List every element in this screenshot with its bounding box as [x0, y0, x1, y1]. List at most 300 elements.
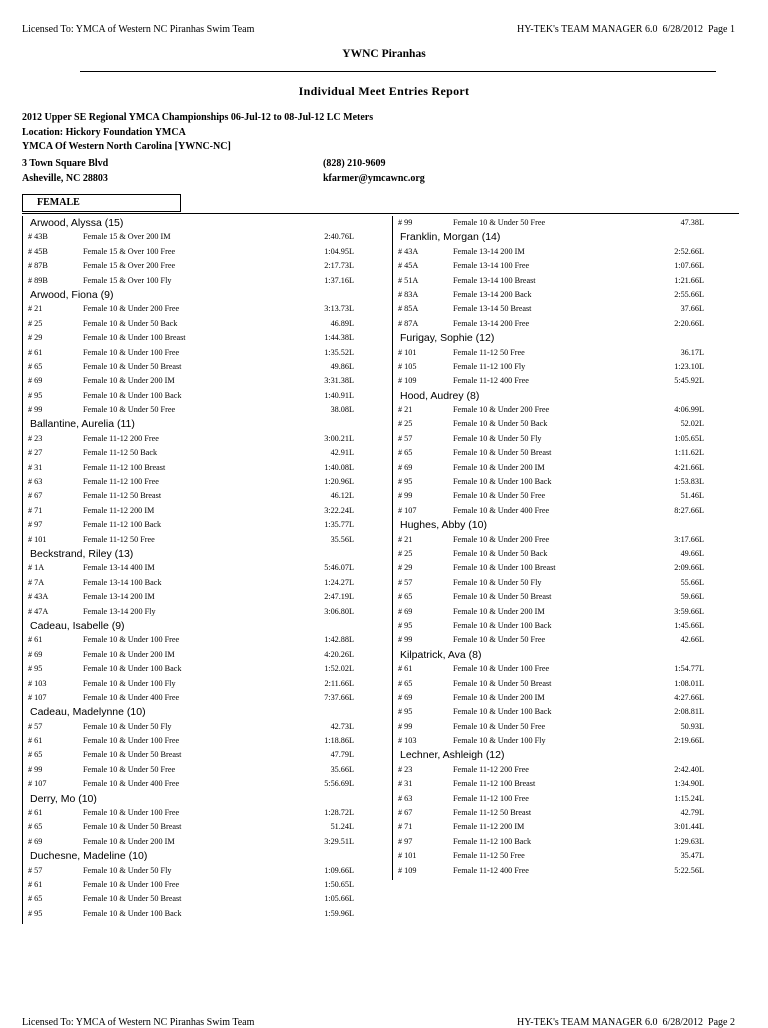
event-row: [392, 561, 742, 575]
event-row: [22, 432, 378, 446]
event-row: [22, 820, 378, 834]
event-row: [22, 389, 378, 403]
event-row: [392, 734, 742, 748]
entry-time: 42.91L: [330, 448, 354, 458]
event-description: Female 10 & Under 50 Fly: [83, 865, 172, 875]
event-description: Female 11-12 50 Free: [83, 534, 155, 544]
entry-time: 42.66L: [680, 635, 704, 645]
event-number: # 87A: [398, 318, 419, 328]
entry-time: 1:24.27L: [324, 577, 354, 587]
event-row: [392, 274, 742, 288]
footer-software-info: [517, 1017, 735, 1028]
event-number: # 69: [28, 649, 43, 659]
entry-time: 1:45.66L: [674, 620, 704, 630]
event-description: Female 10 & Under 100 Back: [453, 477, 552, 487]
footer-page: Page 2: [708, 1017, 735, 1028]
entry-time: 1:34.90L: [674, 779, 704, 789]
event-number: # 21: [398, 405, 413, 415]
event-number: # 43A: [28, 592, 49, 602]
event-number: # 99: [398, 635, 413, 645]
event-description: Female 13-14 200 Fly: [83, 606, 156, 616]
event-row: [392, 475, 742, 489]
event-description: Female 10 & Under 400 Free: [83, 779, 180, 789]
header-date: 6/28/2012: [662, 24, 704, 35]
event-number: # 23: [398, 764, 413, 774]
event-row: [22, 691, 378, 705]
event-row: [22, 777, 378, 791]
entry-time: 1:09.66L: [324, 865, 354, 875]
entry-time: 46.12L: [330, 491, 354, 501]
entry-time: 1:28.72L: [324, 808, 354, 818]
event-description: Female 10 & Under 200 Free: [83, 304, 180, 314]
event-number: # 63: [398, 793, 413, 803]
event-row: [22, 648, 378, 662]
entry-time: 5:56.69L: [324, 779, 354, 789]
event-number: # 31: [28, 462, 43, 472]
event-number: # 61: [28, 347, 43, 357]
entry-time: 2:19.66L: [674, 736, 704, 746]
event-number: # 61: [28, 808, 43, 818]
event-row: [392, 504, 742, 518]
event-description: Female 10 & Under 50 Free: [453, 721, 546, 731]
meet-title: 2012 Upper SE Regional YMCA Championships 06-Jul-12 to 08-Jul-12 LC Meters: [22, 112, 374, 123]
event-description: Female 10 & Under 200 Free: [453, 534, 550, 544]
entry-time: 3:06.80L: [324, 606, 354, 616]
entry-time: 1:15.24L: [674, 793, 704, 803]
event-row: [22, 302, 378, 316]
event-number: # 57: [398, 433, 413, 443]
event-number: # 61: [28, 635, 43, 645]
event-row: [22, 461, 378, 475]
footer-license: Licensed To: YMCA of Western NC Piranhas Swim Team: [22, 1017, 255, 1028]
event-number: # 65: [398, 448, 413, 458]
event-row: [22, 374, 378, 388]
entry-time: 1:40.08L: [324, 462, 354, 472]
event-number: # 67: [398, 808, 413, 818]
event-description: Female 11-12 50 Free: [453, 851, 525, 861]
event-number: # 21: [398, 534, 413, 544]
event-number: # 97: [398, 836, 413, 846]
event-description: Female 10 & Under 100 Back: [83, 664, 182, 674]
event-number: # 67: [28, 491, 43, 501]
event-number: # 101: [28, 534, 47, 544]
event-description: Female 10 & Under 100 Back: [453, 707, 552, 717]
event-row: [392, 317, 742, 331]
event-row: [392, 446, 742, 460]
event-row: [22, 907, 378, 921]
event-row: [392, 374, 742, 388]
event-description: Female 10 & Under 50 Breast: [453, 592, 552, 602]
entry-time: 35.56L: [330, 534, 354, 544]
entry-time: 4:06.99L: [674, 405, 704, 415]
swimmer-name: Arwood, Fiona (9): [30, 288, 114, 301]
event-description: Female 11-12 50 Free: [453, 347, 525, 357]
event-row: [392, 216, 742, 230]
entry-time: 50.93L: [680, 721, 704, 731]
event-row: [392, 806, 742, 820]
event-row: [392, 633, 742, 647]
event-number: # 103: [28, 678, 47, 688]
entry-time: 1:08.01L: [674, 678, 704, 688]
entry-time: 3:29.51L: [324, 836, 354, 846]
event-row: [392, 288, 742, 302]
entry-time: 1:35.77L: [324, 520, 354, 530]
event-number: # 1A: [28, 563, 45, 573]
event-description: Female 10 & Under 400 Free: [453, 505, 550, 515]
team-name: YWNC Piranhas: [342, 48, 426, 60]
event-row: [22, 489, 378, 503]
event-description: Female 13-14 50 Breast: [453, 304, 532, 314]
event-number: # 99: [398, 721, 413, 731]
event-description: Female 10 & Under 100 Free: [453, 664, 550, 674]
event-row: [22, 806, 378, 820]
event-number: # 27: [28, 448, 43, 458]
event-row: [392, 619, 742, 633]
event-number: # 71: [28, 505, 43, 515]
event-number: # 43B: [28, 232, 48, 242]
event-description: Female 15 & Over 100 Free: [83, 246, 176, 256]
event-description: Female 11-12 100 Back: [453, 836, 532, 846]
event-row: [392, 763, 742, 777]
event-row: [22, 346, 378, 360]
event-number: # 65: [28, 894, 43, 904]
event-row: [22, 331, 378, 345]
event-description: Female 11-12 50 Breast: [83, 491, 162, 501]
event-row: [392, 489, 742, 503]
entry-time: 1:11.62L: [674, 448, 704, 458]
event-description: Female 10 & Under 200 IM: [83, 836, 175, 846]
event-description: Female 10 & Under 100 Breast: [83, 333, 186, 343]
event-number: # 29: [28, 333, 43, 343]
event-description: Female 10 & Under 50 Fly: [453, 433, 542, 443]
entry-time: 2:08.81L: [674, 707, 704, 717]
event-description: Female 11-12 100 Free: [453, 793, 529, 803]
entry-time: 1:42.88L: [324, 635, 354, 645]
event-description: Female 11-12 50 Back: [83, 448, 158, 458]
event-row: [22, 633, 378, 647]
event-description: Female 10 & Under 50 Fly: [83, 721, 172, 731]
event-number: # 21: [28, 304, 43, 314]
event-number: # 97: [28, 520, 43, 530]
entry-time: 38.08L: [330, 405, 354, 415]
event-description: Female 13-14 200 Back: [453, 289, 532, 299]
entry-time: 3:17.66L: [674, 534, 704, 544]
meet-organization: YMCA Of Western North Carolina [YWNC-NC]: [22, 141, 231, 152]
swimmer-name: Hood, Audrey (8): [400, 389, 480, 402]
event-number: # 29: [398, 563, 413, 573]
event-number: # 95: [28, 908, 43, 918]
event-number: # 99: [398, 218, 413, 227]
event-row: [392, 605, 742, 619]
event-row: [392, 417, 742, 431]
entry-time: 2:17.73L: [324, 261, 354, 271]
event-row: [392, 245, 742, 259]
event-description: Female 11-12 100 Breast: [453, 779, 536, 789]
swimmer-name: Cadeau, Isabelle (9): [30, 619, 125, 632]
entry-time: 1:23.10L: [674, 361, 704, 371]
section-rule: [22, 213, 739, 214]
event-row: [22, 720, 378, 734]
event-number: # 89B: [28, 275, 48, 285]
entry-time: 1:59.96L: [324, 908, 354, 918]
entry-time: 42.73L: [330, 721, 354, 731]
event-row: [392, 432, 742, 446]
event-row: [392, 849, 742, 863]
event-number: # 99: [28, 405, 43, 415]
event-row: [392, 820, 742, 834]
swimmer-name: Ballantine, Aurelia (11): [30, 418, 135, 431]
address-city: Asheville, NC 28803: [22, 173, 108, 184]
event-row: [392, 360, 742, 374]
event-description: Female 10 & Under 100 Back: [83, 390, 182, 400]
entry-time: 4:27.66L: [674, 692, 704, 702]
event-row: [22, 259, 378, 273]
entry-time: 4:20.26L: [324, 649, 354, 659]
event-row: [392, 346, 742, 360]
event-description: Female 10 & Under 50 Back: [453, 419, 548, 429]
swimmer-name: Arwood, Alyssa (15): [30, 217, 124, 229]
event-description: Female 15 & Over 200 IM: [83, 232, 171, 242]
event-number: # 25: [398, 548, 413, 558]
event-row: [22, 317, 378, 331]
address-email: kfarmer@ymcawnc.org: [323, 173, 425, 184]
entry-time: 49.66L: [680, 548, 704, 558]
event-description: Female 10 & Under 100 Back: [83, 908, 182, 918]
event-description: Female 13-14 200 IM: [83, 592, 155, 602]
event-number: # 61: [398, 664, 413, 674]
event-description: Female 10 & Under 100 Breast: [453, 563, 556, 573]
event-number: # 103: [398, 736, 417, 746]
event-description: Female 10 & Under 50 Fly: [453, 577, 542, 587]
event-description: Female 10 & Under 200 IM: [453, 692, 545, 702]
event-number: # 109: [398, 376, 417, 386]
entry-time: 2:20.66L: [674, 318, 704, 328]
event-description: Female 10 & Under 50 Free: [83, 764, 176, 774]
event-number: # 23: [28, 433, 43, 443]
entry-time: 8:27.66L: [674, 505, 704, 515]
event-description: Female 11-12 100 Breast: [83, 462, 166, 472]
event-row: [22, 605, 378, 619]
event-description: Female 11-12 200 IM: [453, 822, 525, 832]
event-description: Female 10 & Under 200 IM: [453, 606, 545, 616]
entry-time: 47.38L: [680, 218, 704, 227]
event-description: Female 11-12 100 Fly: [453, 361, 526, 371]
event-number: # 71: [398, 822, 413, 832]
event-row: [22, 748, 378, 762]
swimmer-name: Lechner, Ashleigh (12): [400, 749, 505, 762]
event-row: [22, 504, 378, 518]
event-row: [392, 864, 742, 878]
event-description: Female 10 & Under 100 Back: [453, 620, 552, 630]
footer-software: HY-TEK's TEAM MANAGER 6.0: [516, 1017, 658, 1028]
entry-time: 7:37.66L: [324, 692, 354, 702]
entry-time: 3:59.66L: [674, 606, 704, 616]
event-number: # 63: [28, 477, 43, 487]
entry-time: 1:40.91L: [324, 390, 354, 400]
entry-time: 42.79L: [680, 808, 704, 818]
event-row: [392, 533, 742, 547]
event-number: # 25: [28, 318, 43, 328]
event-row: [22, 763, 378, 777]
event-number: # 7A: [28, 577, 45, 587]
event-number: # 107: [28, 692, 47, 702]
entry-time: 35.47L: [680, 851, 704, 861]
event-row: [22, 576, 378, 590]
event-description: Female 10 & Under 100 Free: [83, 808, 180, 818]
entry-time: 2:55.66L: [674, 289, 704, 299]
event-description: Female 10 & Under 50 Free: [453, 635, 546, 645]
event-description: Female 10 & Under 100 Free: [83, 736, 180, 746]
event-row: [392, 720, 742, 734]
entry-time: 3:22.24L: [324, 505, 354, 515]
event-number: # 107: [28, 779, 47, 789]
event-description: Female 10 & Under 200 IM: [83, 649, 175, 659]
entry-time: 2:42.40L: [674, 764, 704, 774]
entry-time: 46.89L: [330, 318, 354, 328]
header-license: Licensed To: YMCA of Western NC Piranhas Swim Team: [22, 24, 255, 35]
event-number: # 65: [398, 592, 413, 602]
event-description: Female 10 & Under 50 Breast: [453, 448, 552, 458]
event-row: [22, 475, 378, 489]
event-row: [392, 691, 742, 705]
event-number: # 109: [398, 865, 417, 875]
swimmer-name: Hughes, Abby (10): [400, 519, 487, 532]
entry-time: 2:52.66L: [674, 246, 704, 256]
event-description: Female 10 & Under 50 Breast: [453, 678, 552, 688]
entry-time: 1:07.66L: [674, 261, 704, 271]
address-phone: (828) 210-9609: [323, 158, 386, 169]
event-row: [392, 590, 742, 604]
event-number: # 57: [398, 577, 413, 587]
entry-time: 1:05.66L: [324, 894, 354, 904]
event-description: Female 13-14 400 IM: [83, 563, 155, 573]
event-description: Female 15 & Over 200 Free: [83, 261, 176, 271]
entry-time: 2:09.66L: [674, 563, 704, 573]
swimmer-name: Cadeau, Madelynne (10): [30, 706, 146, 719]
entry-time: 4:21.66L: [674, 462, 704, 472]
event-number: # 65: [398, 678, 413, 688]
event-row: [22, 662, 378, 676]
entry-time: 1:18.86L: [324, 736, 354, 746]
event-description: Female 10 & Under 50 Free: [83, 405, 176, 415]
event-number: # 85A: [398, 304, 419, 314]
event-number: # 95: [398, 477, 413, 487]
entry-time: 1:04.95L: [324, 246, 354, 256]
swimmer-name: Furigay, Sophie (12): [400, 332, 495, 345]
event-description: Female 11-12 100 Back: [83, 520, 162, 530]
entry-time: 1:44.38L: [324, 333, 354, 343]
event-row: [22, 677, 378, 691]
event-row: [392, 547, 742, 561]
event-number: # 95: [28, 664, 43, 674]
event-number: # 101: [398, 851, 417, 861]
event-row: [22, 274, 378, 288]
event-number: # 87B: [28, 261, 48, 271]
event-description: Female 11-12 200 Free: [83, 433, 159, 443]
event-description: Female 10 & Under 50 Breast: [83, 894, 182, 904]
event-number: # 99: [28, 764, 43, 774]
event-number: # 61: [28, 736, 43, 746]
event-description: Female 10 & Under 50 Breast: [83, 822, 182, 832]
event-row: [392, 792, 742, 806]
event-row: [22, 360, 378, 374]
swimmer-name: Kilpatrick, Ava (8): [400, 648, 482, 661]
event-number: # 57: [28, 865, 43, 875]
event-description: Female 11-12 50 Breast: [453, 808, 532, 818]
header-software-info: [517, 24, 735, 35]
event-row: [22, 864, 378, 878]
event-number: # 47A: [28, 606, 49, 616]
event-number: # 69: [28, 376, 43, 386]
entry-time: 1:20.96L: [324, 477, 354, 487]
event-description: Female 13-14 100 Free: [453, 261, 530, 271]
event-row: [392, 835, 742, 849]
entry-time: 55.66L: [680, 577, 704, 587]
entry-time: 59.66L: [680, 592, 704, 602]
event-row: [22, 403, 378, 417]
entry-time: 1:53.83L: [674, 477, 704, 487]
event-description: Female 10 & Under 100 Free: [83, 347, 180, 357]
event-description: Female 11-12 200 Free: [453, 764, 529, 774]
event-description: Female 10 & Under 50 Free: [453, 218, 546, 227]
event-number: # 95: [398, 707, 413, 717]
event-row: [22, 518, 378, 532]
event-row: [392, 461, 742, 475]
event-number: # 65: [28, 822, 43, 832]
event-number: # 51A: [398, 275, 419, 285]
event-number: # 25: [398, 419, 413, 429]
entry-time: 47.79L: [330, 750, 354, 760]
entry-time: 3:13.73L: [324, 304, 354, 314]
event-number: # 57: [28, 721, 43, 731]
entry-time: 1:29.63L: [674, 836, 704, 846]
entry-time: 3:31.38L: [324, 376, 354, 386]
event-row: [22, 230, 378, 244]
entry-time: 1:35.52L: [324, 347, 354, 357]
event-row: [392, 677, 742, 691]
entry-time: 3:01.44L: [674, 822, 704, 832]
meet-location: Location: Hickory Foundation YMCA: [22, 127, 186, 138]
address-street: 3 Town Square Blvd: [22, 158, 109, 169]
event-description: Female 13-14 200 Free: [453, 318, 530, 328]
event-description: Female 15 & Over 100 Fly: [83, 275, 172, 285]
event-number: # 69: [398, 462, 413, 472]
event-row: [392, 259, 742, 273]
entry-time: 2:11.66L: [324, 678, 354, 688]
swimmer-name: Franklin, Morgan (14): [400, 231, 501, 244]
event-number: # 45A: [398, 261, 419, 271]
event-description: Female 10 & Under 100 Free: [83, 635, 180, 645]
event-description: Female 10 & Under 50 Breast: [83, 361, 182, 371]
event-description: Female 13-14 100 Back: [83, 577, 162, 587]
right-entries-column: [392, 216, 742, 878]
entry-time: 5:45.92L: [674, 376, 704, 386]
entry-time: 1:52.02L: [324, 664, 354, 674]
header-page: Page 1: [708, 24, 735, 35]
entry-time: 36.17L: [680, 347, 704, 357]
entry-time: 1:21.66L: [674, 275, 704, 285]
entry-time: 1:54.77L: [674, 664, 704, 674]
event-description: Female 10 & Under 50 Breast: [83, 750, 182, 760]
header-software: HY-TEK's TEAM MANAGER 6.0: [516, 24, 658, 35]
entry-time: 5:46.07L: [324, 563, 354, 573]
entry-time: 2:47.19L: [324, 592, 354, 602]
entry-time: 51.24L: [330, 822, 354, 832]
event-row: [392, 777, 742, 791]
event-row: [22, 590, 378, 604]
event-description: Female 10 & Under 100 Fly: [453, 736, 546, 746]
event-number: # 101: [398, 347, 417, 357]
